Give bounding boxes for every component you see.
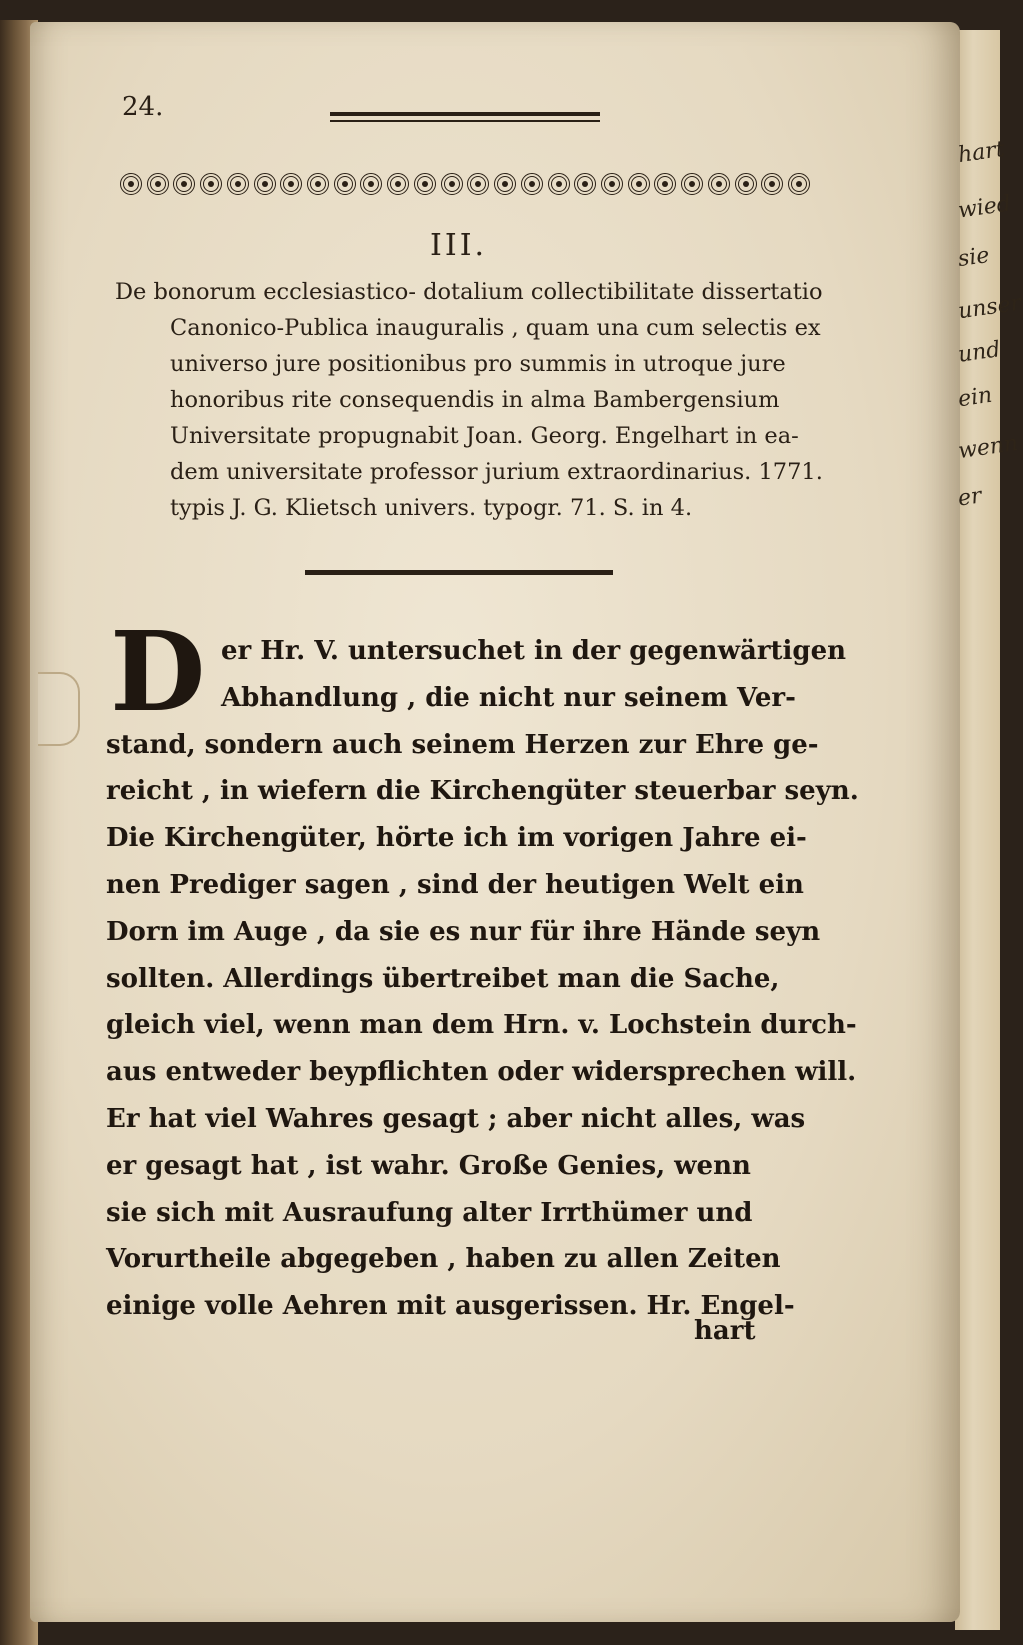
facing-page-word: und <box>956 337 1002 368</box>
ornament-rosette <box>173 173 195 195</box>
body-line: gleich viel, wenn man dem Hrn. v. Lochstein durch- <box>106 1010 857 1041</box>
ornament-rosette <box>280 173 302 195</box>
header-rule <box>330 112 600 124</box>
ornament-rosette <box>254 173 276 195</box>
body-line: Abhandlung , die nicht nur seinem Ver- <box>221 682 796 713</box>
catchword: hart <box>694 1316 756 1346</box>
facing-page-word: ein <box>956 382 994 413</box>
ornament-rosette <box>548 173 570 195</box>
latin-title-line: typis J. G. Klietsch univers. typogr. 71. S. in 4. <box>170 495 693 521</box>
ornament-rosette <box>681 173 703 195</box>
facing-page-word: wenn <box>956 430 1020 465</box>
body-line: Vorurtheile abgegeben , haben zu allen Zeiten <box>106 1244 781 1275</box>
body-line: er gesagt hat , ist wahr. Große Genies, wenn <box>106 1150 751 1181</box>
latin-title-line: dem universitate professor jurium extraordinarius. 1771. <box>170 459 823 485</box>
ornament-rosette <box>147 173 169 195</box>
ornament-rosette <box>494 173 516 195</box>
body-line: nen Prediger sagen , sind der heutigen Welt ein <box>106 869 804 900</box>
body-line: aus entweder beypflichten oder widersprechen will. <box>106 1057 857 1088</box>
ornament-border <box>120 168 810 200</box>
ornament-rosette <box>788 173 810 195</box>
ornament-rosette <box>334 173 356 195</box>
section-rule <box>305 570 613 575</box>
ornament-rosette <box>200 173 222 195</box>
ornament-rosette <box>654 173 676 195</box>
body-text <box>106 628 859 1330</box>
body-line: sollten. Allerdings übertreibet man die Sache, <box>106 963 780 994</box>
drop-cap: D <box>110 607 206 736</box>
latin-title-line: Universitate propugnabit Joan. Georg. Engelhart in ea- <box>170 423 799 449</box>
latin-title-line: Canonico-Publica inauguralis , quam una cum selectis ex <box>170 315 821 341</box>
facing-page-word: sie <box>956 242 991 273</box>
ornament-rosette <box>387 173 409 195</box>
body-line: er Hr. V. untersuchet in der gegenwärtigen <box>221 636 847 666</box>
ornament-rosette <box>708 173 730 195</box>
body-line: einige volle Aehren mit ausgerissen. Hr. Engel- <box>106 1291 795 1322</box>
body-line: Die Kirchengüter, hörte ich im vorigen Jahre ei- <box>106 823 807 854</box>
body-line: reicht , in wiefern die Kirchengüter steuerbar seyn. <box>106 776 859 807</box>
ornament-rosette <box>467 173 489 195</box>
latin-title-line: De bonorum ecclesiastico- dotalium collectibilitate dissertatio <box>115 279 823 305</box>
ornament-rosette <box>414 173 436 195</box>
section-numeral: III. <box>430 228 488 263</box>
facing-page-word: wied <box>956 191 1013 224</box>
ornament-rosette <box>307 173 329 195</box>
latin-title-line: honoribus rite consequendis in alma Bambergensium <box>170 387 780 413</box>
bookmark-clip <box>38 672 80 746</box>
ornament-rosette <box>227 173 249 195</box>
ornament-rosette <box>360 173 382 195</box>
ornament-rosette <box>441 173 463 195</box>
ornament-rosette <box>601 173 623 195</box>
ornament-rosette <box>521 173 543 195</box>
ornament-rosette <box>574 173 596 195</box>
ornament-rosette <box>628 173 650 195</box>
body-line: sie sich mit Ausraufung alter Irrthümer und <box>106 1197 753 1228</box>
body-line: stand, sondern auch seinem Herzen zur Ehre ge- <box>106 729 819 760</box>
latin-title <box>115 274 823 526</box>
facing-page-word: er <box>956 483 984 512</box>
facing-page-word: hart <box>956 136 1007 169</box>
page-number: 24. <box>122 92 164 122</box>
ornament-rosette <box>761 173 783 195</box>
body-line: Dorn im Auge , da sie es nur für ihre Hände seyn <box>106 916 821 947</box>
ornament-rosette <box>120 173 142 195</box>
ornament-rosette <box>735 173 757 195</box>
facing-page-word: unser <box>956 290 1023 325</box>
body-line: Er hat viel Wahres gesagt ; aber nicht alles, was <box>106 1103 806 1134</box>
latin-title-line: universo jure positionibus pro summis in utroque jure <box>170 351 786 377</box>
